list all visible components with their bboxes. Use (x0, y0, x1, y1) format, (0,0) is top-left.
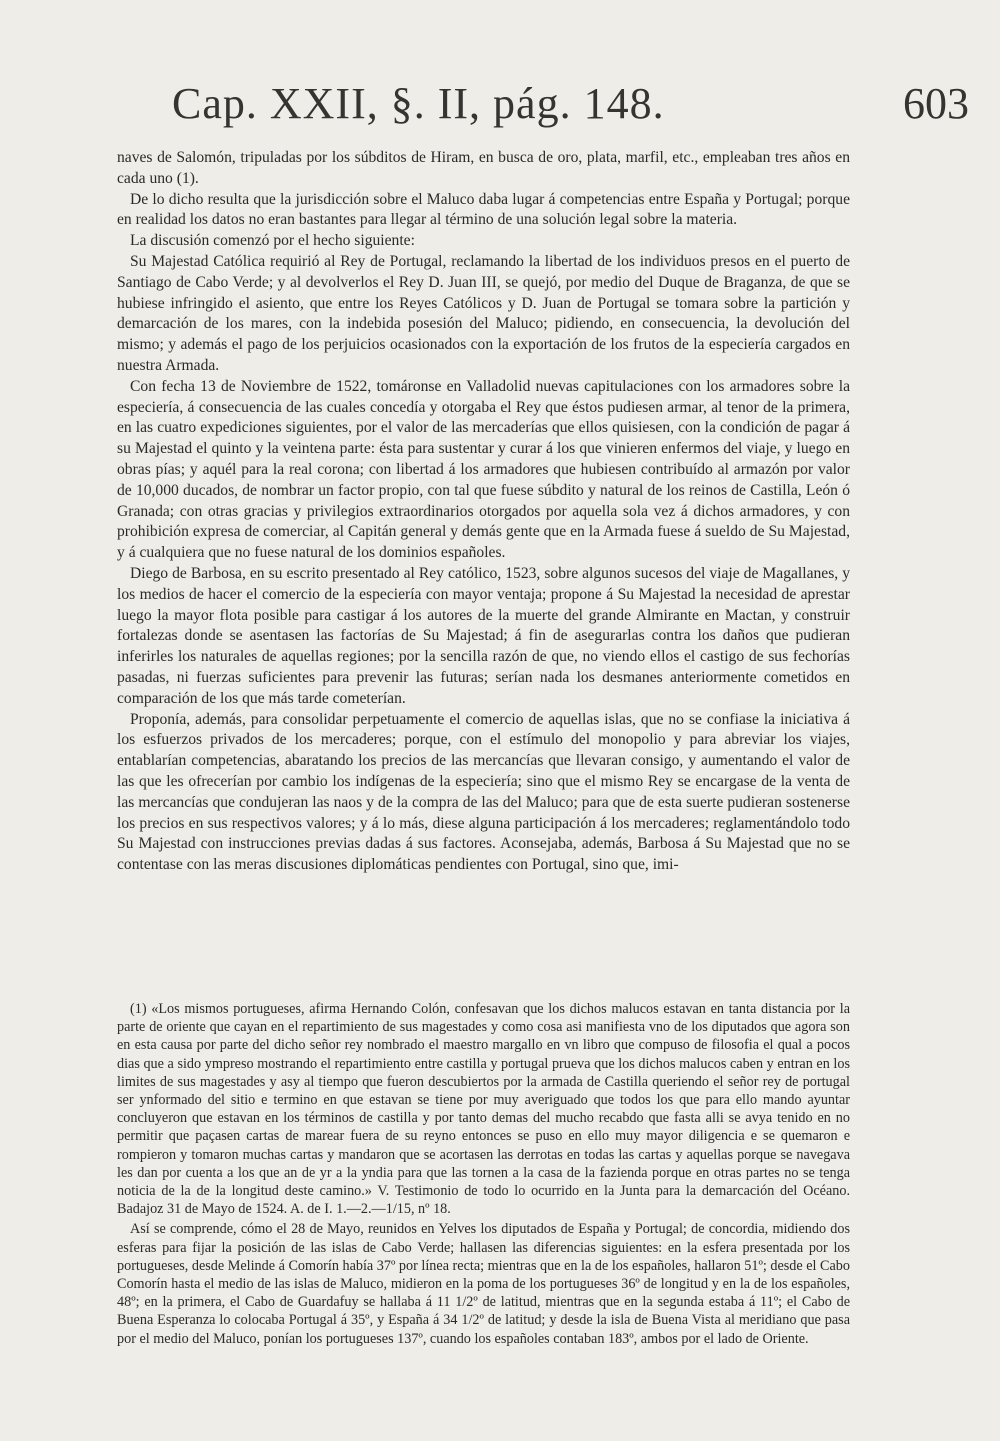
paragraph: De lo dicho resulta que la jurisdicción sobre el Maluco daba lugar á competencias entre España y Portugal; porque en realidad los datos no eran bastantes para llegar al término de una solución legal sobre la materia. (117, 190, 850, 229)
paragraph: Proponía, además, para consolidar perpetuamente el comercio de aquellas islas, que no se confiase la iniciativa á los esfuerzos privados de los mercaderes; porque, con el estímulo del monopolio y para abreviar los viajes, entablarían competencias, abaratando los precios de las mercancías que llevaran consigo, y aumentando el valor de las que les ofrecerían por cambio los indígenas de la especiería; sino que el mismo Rey se encargase de la venta de las mercancías que condujeran las naos y de la compra de las del Maluco; para que de esta suerte pudieran sostenerse los precios en sus respectivos valores; y á lo más, diese alguna participación á los mercaderes; reglamentándolo todo Su Majestad con instrucciones previas dadas á sus factores. Aconsejaba, además, Barbosa á Su Majestad que no se contentase con las meras discusiones diplomáticas pendientes con Portugal, sino que, imi- (117, 710, 850, 874)
paragraph: Con fecha 13 de Noviembre de 1522, tomáronse en Valladolid nuevas capitulaciones con los armadores sobre la especiería, á consecuencia de las cuales concedía y otorgaba el Rey que éstos pudiesen armar, al tenor de la primera, en las cuatro expediciones siguientes, por el valor de las mercaderías que ellos quisiesen, con la condición de pagar á su Majestad el quinto y la veintena parte: ésta para sustentar y curar á los que vinieren enfermos del viaje, y luego en obras pías; y aquél para la real corona; con libertad á los armadores que hubiesen contribuído al armazón por valor de 10,000 ducados, de nombrar un factor propio, con tal que fuese súbdito y natural de los reinos de Castilla, León ó Granada; con otras gracias y privilegios extraordinarios otorgados por aquella sola vez á dichos armadores, y con prohibición expresa de comerciar, al Capitán general y demás gente que en la Armada fuese á sueldo de Su Majestad, y á cualquiera que no fuese natural de los dominios españoles. (117, 377, 850, 562)
footnotes (117, 1000, 850, 1350)
main-text (117, 148, 850, 876)
paragraph: La discusión comenzó por el hecho siguiente: (130, 232, 415, 250)
footnote: Así se comprende, cómo el 28 de Mayo, reunidos en Yelves los diputados de España y Portugal; de concordia, midiendo dos esferas para fijar la posición de las islas de Cabo Verde; hallasen las diferencias siguientes: en la esfera presentada por los portugueses, desde Melinde á Comorín había 37º por línea recta; mientras que en la de los españoles, hallaron 51º; desde el Cabo Comorín hasta el medio de las islas de Maluco, midieron en la poma de los portugueses 36º de longitud y en la de los españoles, 48º; en la primera, el Cabo de Guardafuy se hallaba á 11 1/2º de latitud, mientras que en la segunda estaba á 11º; el Cabo de Buena Esperanza lo colocaba Portugal á 35º, y España á 34 1/2º de latitud; y desde la isla de Buena Vista al meridiano que pasa por el medio del Maluco, ponían los portugueses 137º, cuando los españoles contaban 183º, ambos por el lado de Oriente. (117, 1221, 850, 1347)
paragraph: Su Majestad Católica requirió al Rey de Portugal, reclamando la libertad de los individuos presos en el puerto de Santiago de Cabo Verde; y al devolverlos el Rey D. Juan III, se quejó, por medio del Duque de Braganza, de que se hubiese infringido el asiento, que entre los Reyes Católicos y D. Juan de Portugal se tomara sobre la partición y demarcación de los mares, con la indebida posesión del Maluco; pidiendo, en consecuencia, la devolución del mismo; y además el pago de los perjuicios ocasionados con la exportación de los frutos de la especiería cargados en nuestra Armada. (117, 252, 850, 374)
running-head: Cap. XXII, §. II, pág. 148. (172, 79, 665, 128)
footnote: (1) «Los mismos portugueses, afirma Hernando Colón, confesavan que los dichos malucos estavan en tanta distancia por la parte de oriente que cayan en el repartimiento de sus magestades y como cosa asi manifiesta vno de los diputados que agora son en esta causa por parte del dicho señor rey nombrado el maestro margallo en vn libro que compuso de filosofia el qual a pocos dias que a sido ympreso mostrando el repartimiento entre castilla y portugal prueva que los dichos malucos caben y entran en los limites de sus magestades y asy al tiempo que fueron descubiertos por la armada de Castilla queriendo el señor rey de portugal ser ynformado del sitio e termino en que estavan se tiene por muy averiguado que todos los que para ello mando ayuntar concluyeron que estavan en los términos de castilla y por tanto demas del mucho recabdo que fasta alli se avya tenido en no permitir que paçasen cartas de marear fuera de su reyno entonces se puso en ello muy mayor diligencia e se quemaron e rompieron y tomaron muchas cartas y mandaron que se acortasen las derrotas en todas las cartas y aquellas porque se navegava les dan por cuenta a los que an de yr a la yndia para que las tornen a la casa de la fazienda porque en otras partes no se tenga noticia de la de la longitud deste camino.» V. Testimonio de todo lo ocurrido en la Junta para la demarcación del Océano. Badajoz 31 de Mayo de 1524. A. de I. 1.—2.—1/15, nº 18. (117, 1001, 850, 1218)
page-number: 603 (903, 79, 969, 128)
paragraph: naves de Salomón, tripuladas por los súbditos de Hiram, en busca de oro, plata, marfil, etc., empleaban tres años en cada uno (1). (117, 149, 850, 187)
paragraph: Diego de Barbosa, en su escrito presentado al Rey católico, 1523, sobre algunos sucesos del viaje de Magallanes, y los medios de hacer el comercio de la especiería con mayor ventaja; propone á Su Majestad la necesidad de aprestar luego la mayor flota posible para castigar á los autores de la muerte del grande Almirante en Mactan, y construir fortalezas donde se asentasen las factorías de Su Majestad; á fin de asegurarlas contra los daños que pudieran inferirles los naturales de aquellas regiones; por la sencilla razón de que, no viendo ellos el castigo de sus fechorías pasadas, ni fuerzas suficientes para prevenir las futuras; serían nada los desmanes anteriormente cometidos en comparación de los que más tarde cometerían. (117, 564, 850, 707)
